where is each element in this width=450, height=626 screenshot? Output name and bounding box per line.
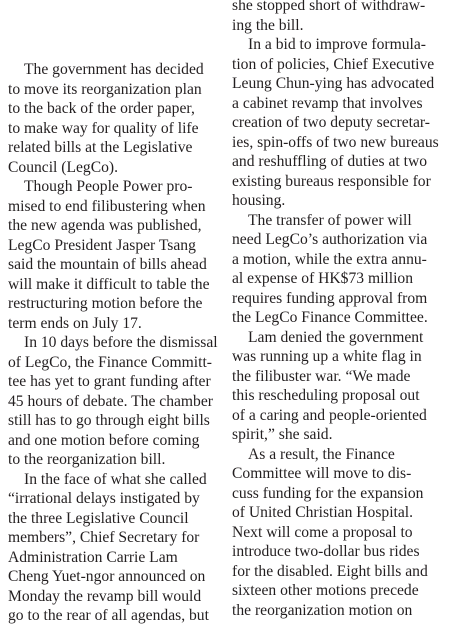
article-paragraph: [232, 0, 442, 35]
article-paragraph: [8, 333, 218, 470]
paragraph-line: to the reorganization bill.: [8, 451, 166, 468]
paragraph-line: The government has decided: [24, 61, 204, 78]
paragraph-line: term ends on July 17.: [8, 314, 142, 332]
paragraph-line: creation of two deputy secretar-: [232, 114, 430, 131]
paragraph-line: for the disabled. Eight bills and: [232, 562, 428, 580]
paragraph-line: a motion, while the extra annu-: [232, 250, 427, 268]
paragraph-line: Leung Chun-ying has advocated: [232, 75, 435, 92]
paragraph-line: Council (LegCo).: [8, 158, 119, 176]
paragraph-line: was running up a white flag in: [232, 348, 422, 365]
paragraph-line: a cabinet revamp that involves: [232, 94, 423, 112]
paragraph-line: “irrational delays instigated by: [8, 490, 200, 507]
paragraph-line: the new agenda was published,: [8, 217, 202, 234]
paragraph-line: sixteen other motions precede: [232, 582, 419, 599]
paragraph-line: go to the rear of all agendas, but: [8, 607, 209, 624]
paragraph-line: restructuring motion before the: [8, 295, 203, 312]
paragraph-line: mised to end filibustering when: [8, 197, 206, 215]
paragraph-line: this rescheduling proposal out: [232, 387, 420, 404]
paragraph-line: cuss funding for the expansion: [232, 484, 424, 502]
paragraph-line: need LegCo’s authorization via: [232, 231, 428, 248]
paragraph-line: members”, Chief Secretary for: [8, 529, 200, 546]
paragraph-line: of LegCo, the Finance Committ-: [8, 353, 212, 371]
article-paragraph: [232, 328, 442, 445]
paragraph-line: the reorganization motion on: [232, 601, 413, 619]
paragraph-line: introduce two-dollar bus rides: [232, 543, 420, 560]
article-paragraph: [8, 177, 218, 333]
paragraph-line: Administration Carrie Lam: [8, 548, 178, 566]
article-paragraph: [232, 35, 442, 211]
article-column-left: [8, 60, 218, 626]
article-paragraph: [8, 60, 218, 177]
paragraph-line: to the back of the order paper,: [8, 100, 195, 117]
paragraph-line: said the mountain of bills ahead: [8, 256, 207, 273]
paragraph-line: Monday the revamp bill would: [8, 587, 202, 605]
paragraph-line: As a result, the Finance: [248, 445, 395, 463]
paragraph-line: Next will come a proposal to: [232, 523, 413, 541]
paragraph-line: LegCo President Jasper Tsang: [8, 236, 196, 254]
paragraph-line: tee has yet to grant funding after: [8, 373, 211, 390]
article-paragraph: [232, 211, 442, 328]
paragraph-line: spirit,” she said.: [232, 426, 333, 443]
article-paragraph: [232, 445, 442, 621]
paragraph-line: and one motion before coming: [8, 431, 200, 449]
paragraph-line: to move its reorganization plan: [8, 80, 202, 98]
paragraph-line: In 10 days before the dismissal: [24, 334, 218, 351]
paragraph-line: ies, spin-offs of two new bureaus: [232, 133, 439, 151]
paragraph-line: still has to go through eight bills: [8, 412, 210, 429]
paragraph-line: Committee will move to dis-: [232, 465, 412, 482]
paragraph-line: housing.: [232, 192, 286, 209]
paragraph-line: to make way for quality of life: [8, 119, 199, 137]
paragraph-line: related bills at the Legislative: [8, 139, 193, 156]
paragraph-line: Cheng Yuet-ngor announced on: [8, 568, 206, 585]
article-paragraph: [8, 470, 218, 626]
paragraph-line: Lam denied the government: [248, 328, 424, 346]
paragraph-line: and reshuffling of duties at two: [232, 153, 428, 170]
paragraph-line: Though People Power pro-: [24, 178, 193, 195]
paragraph-line: will make it difficult to table the: [8, 275, 210, 293]
paragraph-line: In the face of what she called: [24, 470, 207, 488]
paragraph-line: of a caring and people-oriented: [232, 406, 427, 424]
paragraph-line: tion of policies, Chief Executive: [232, 55, 435, 73]
paragraph-line: the three Legislative Council: [8, 509, 189, 527]
paragraph-line: of United Christian Hospital.: [232, 504, 414, 521]
paragraph-line: she stopped short of withdraw-: [232, 0, 426, 14]
paragraph-line: the filibuster war. “We made: [232, 367, 411, 385]
paragraph-line: existing bureaus responsible for: [232, 172, 431, 190]
paragraph-line: The transfer of power will: [248, 211, 412, 229]
article-column-right: [232, 0, 442, 620]
paragraph-line: ing the bill.: [232, 16, 304, 34]
paragraph-line: the LegCo Finance Committee.: [232, 309, 428, 326]
paragraph-line: requires funding approval from: [232, 289, 428, 307]
paragraph-line: al expense of HK$73 million: [232, 270, 414, 287]
paragraph-line: 45 hours of debate. The chamber: [8, 392, 213, 410]
paragraph-line: In a bid to improve formula-: [248, 36, 426, 53]
